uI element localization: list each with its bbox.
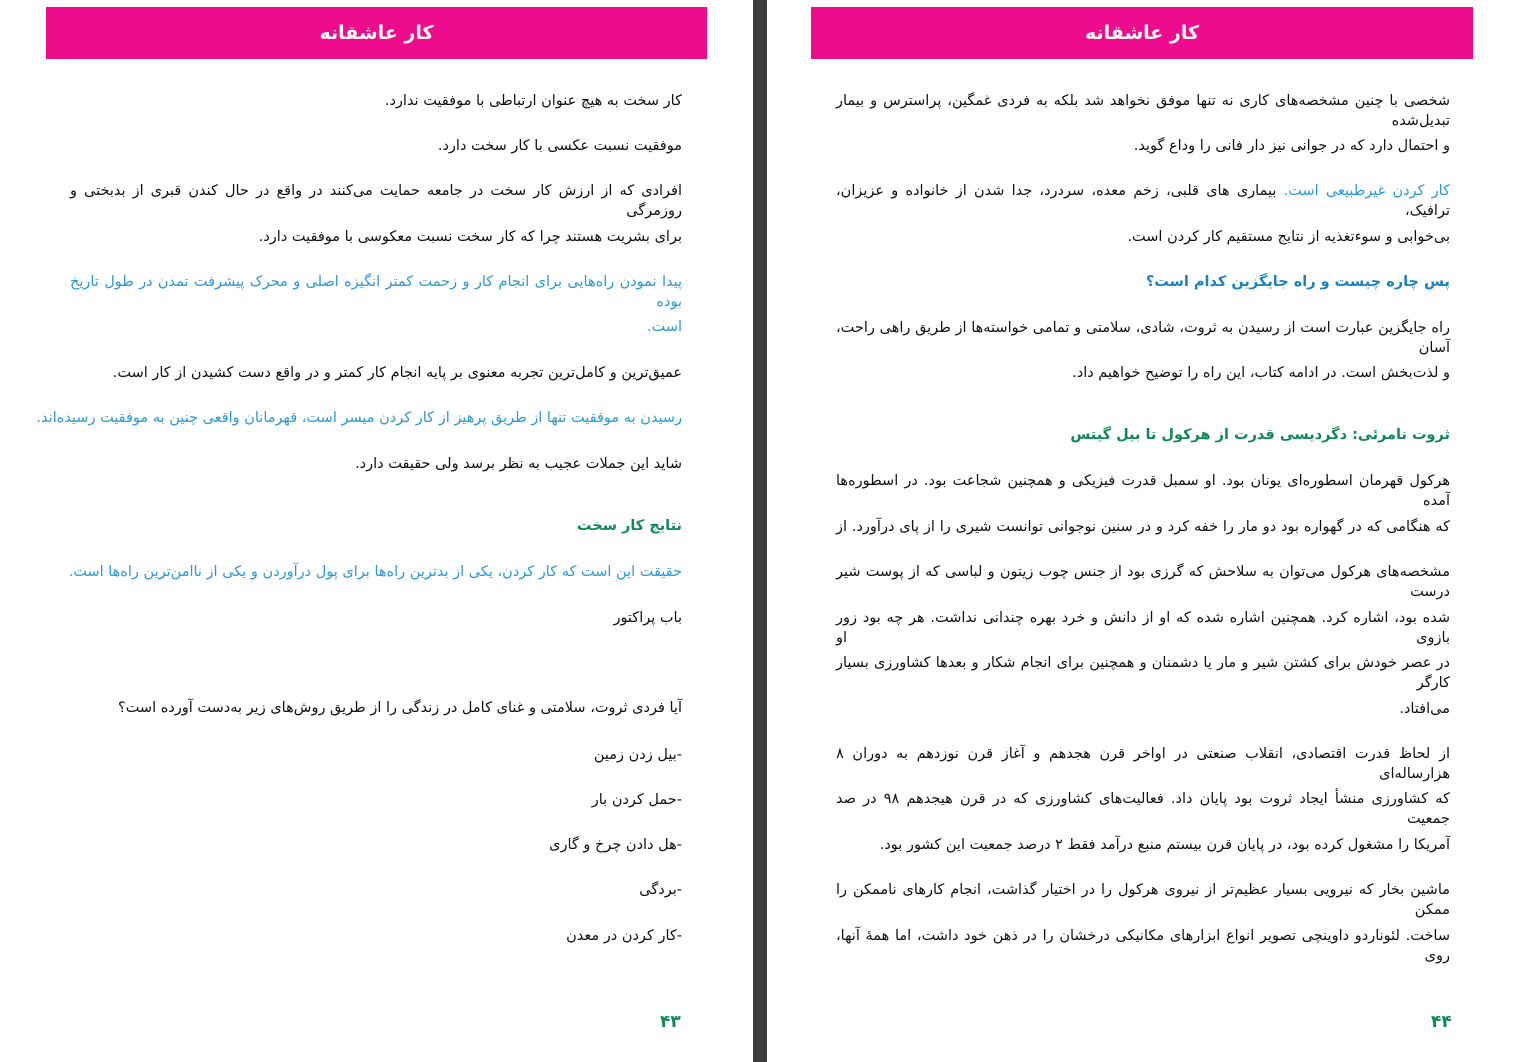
left-line-9: شاید این جملات عجیب به نظر برسد ولی حقیقت دارد. [355,456,682,472]
left-line-5: پیدا نمودن راه‌هایی برای انجام کار و زحمت کمتر انگیزه اصلی و محرک پیشرفت تمدن در طول تاریخ بوده [70,274,682,310]
right-page [767,0,1516,1062]
left-list-item-3: -هل دادن چرخ و گاری [549,837,682,853]
page-gutter [753,0,767,1062]
right-question-heading: پس چاره چیست و راه جایگزین کدام است؟ [1145,274,1450,290]
right-line-10: که هنگامی که در گهواره بود دو مار را خفه کرد و در سنین نوجوانی توانست شیری را از پای درآورد. از [836,519,1450,535]
right-line-3 [836,181,1450,221]
left-line-3: افرادی که از ارزش کار سخت در جامعه حمایت می‌کنند در واقع در حال کندن قبری از بدبختی و روزمرگی [70,183,682,219]
right-line-13: در عصر خودش برای کشتن شیر و مار یا دشمنان و همچنین برای انجام شکار و بعدها کشاورزی بسیار کارگر [836,655,1450,691]
right-line-9: هرکول قهرمان اسطوره‌ای یونان بود. او سمبل قدرت فیزیکی و همچنین شجاعت بود. در اسطوره‌ها آمده [836,473,1450,509]
left-list-item-4: -بردگی [639,882,682,898]
left-page-number: ۴۳ [660,1012,681,1032]
right-line-17: آمریکا را مشغول کرده بود، در پایان قرن بیستم منبع درآمد فقط ۲ درصد جمعیت این کشور بود. [879,837,1450,853]
right-page-number: ۴۴ [1431,1012,1452,1032]
left-list-item-2: -حمل کردن بار [591,792,682,808]
right-line-2: و احتمال دارد که در جوانی نیز دار فانی را وداع گوید. [1133,138,1450,154]
right-line-7: و لذت‌بخش است. در ادامه کتاب، این راه را توضیح خواهیم داد. [1072,365,1450,381]
right-line-6: راه جایگزین عبارت است از رسیدن به ثروت، شادی، سلامتی و تمامی خواسته‌ها از طریق راهی راحت، آسان [836,320,1450,356]
right-line-18: ماشین بخار که نیرویی بسیار عظیم‌تر از نیروی هرکول را در اختیار گذاشت، انجام کارهای ناممکن را ممکن [836,882,1450,918]
left-list-item-1: -بیل زدن زمین [593,747,682,763]
left-line-11: حقیقت این است که کار کردن، یکی از بدترین راه‌ها برای پول درآوردن و یکی از ناامن‌ترین راه‌ها است. [68,564,682,580]
right-section-heading: ثروت نامرئی: دگردیسی قدرت از هرکول تا بیل گیتس [1070,427,1450,443]
left-line-6: است. [646,319,682,335]
left-line-8: رسیدن به موفقیت تنها از طریق پرهیز از کار کردن میسر است، قهرمانان واقعی چنین به موفقیت رسیده‌اند. [36,410,682,426]
left-list-item-5: -کار کردن در معدن [566,928,682,944]
left-page-header [46,7,707,59]
right-line-4: بی‌خوابی و سوءتغذیه از نتایج مستقیم کار کردن است. [1127,229,1450,245]
right-line-16: که کشاورزی منشأ ایجاد ثروت بود پایان داد. فعالیت‌های کشاورزی که در قرن هیجدهم ۹۸ در صد جمعیت [836,791,1450,827]
right-line-14: می‌افتاد. [1399,701,1450,717]
right-line-1: شخصی با چنین مشخصه‌های کاری نه تنها موفق نخواهد شد بلکه به فردی غمگین، پراسترس و بیمار تبدیل‌شده [836,93,1450,129]
right-page-header [811,7,1473,59]
right-line-3-highlight: کار کردن غیرطبیعی است. [1283,183,1450,199]
right-line-19: ساخت. لئوناردو داوینچی تصویر انواع ابزارهای مکانیکی درخشان را در ذهن خود داشت، اما همهٔ آنها، روی [836,928,1450,964]
right-line-15: از لحاظ قدرت اقتصادی، انقلاب صنعتی در اواخر قرن هجدهم و آغاز قرن نوزدهم به دوران ۸ هزارساله‌ای [836,746,1450,782]
left-line-1: کار سخت به هیچ عنوان ارتباطی با موفقیت ندارد. [384,93,682,109]
left-page [0,0,753,1062]
right-line-12: شده بود، اشاره کرد. همچنین اشاره شده که او از دانش و خرد بهره چندانی نداشت. هر چه بود زور بازوی او [836,610,1450,646]
right-line-11: مشخصه‌های هرکول می‌توان به سلاحش که گرزی بود از جنس چوب زیتون و لباسی که از پوست شیر درست [836,564,1450,600]
left-line-2: موفقیت نسبت عکسی با کار سخت دارد. [437,138,682,154]
left-line-13: آیا فردی ثروت، سلامتی و غنای کامل در زندگی را از طریق روش‌های زیر به‌دست آورده است؟ [118,700,682,716]
right-line-3-rest: بیماری های قلبی، زخم معده، سردرد، جدا شدن از خانواده و عزیزان، ترافیک، [836,183,1450,219]
left-line-4: برای بشریت هستند چرا که کار سخت نسبت معکوسی با موفقیت دارد. [258,229,682,245]
left-section-heading: نتایج کار سخت [576,518,682,534]
left-line-12: باب پراکتور [613,610,682,626]
right-header-title: کار عاشقانه [1085,22,1199,44]
left-header-title: کار عاشقانه [319,22,434,44]
left-line-7: عمیق‌ترین و کامل‌ترین تجربه معنوی بر پایه انجام کار کمتر و در واقع دست کشیدن از کار است. [112,365,682,381]
